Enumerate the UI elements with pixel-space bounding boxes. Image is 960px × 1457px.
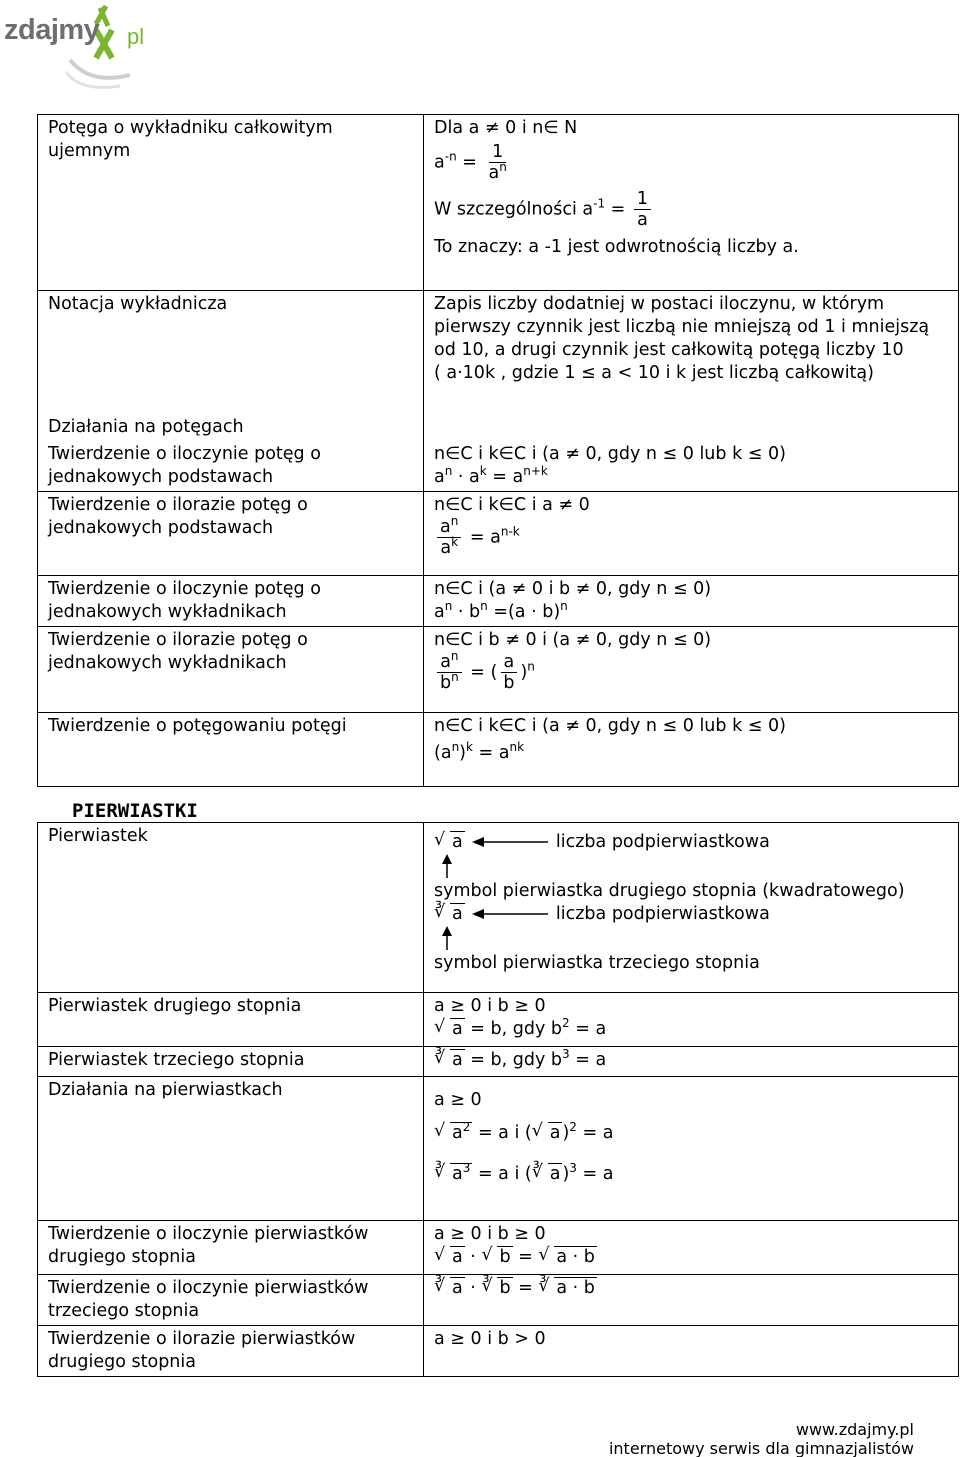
row-content: [424, 1275, 959, 1326]
row-label: Twierdzenie o iloczynie potęg o jednakowych podstawach: [38, 441, 424, 492]
cbrt-cube-identity: ∛ $a^3 = a$ i ( ∛ a )$^3$ = a: [434, 1161, 614, 1184]
sqrt-symbol: √ a: [434, 830, 463, 852]
quotient-formula: $\frac{a^n}{a^k}$ = $a^{n-k}$: [434, 517, 952, 558]
row-content: [424, 626, 959, 712]
condition-line: n∈C i k∈C i (a ≠ 0, gdy n ≤ 0 lub k ≤ 0): [434, 443, 786, 464]
row-content: [424, 575, 959, 626]
table-row: [38, 626, 959, 712]
radicand-label: liczba podpierwiastkowa: [555, 904, 770, 924]
row-content: [424, 1047, 959, 1077]
sqrt-diagram-line: [434, 831, 952, 854]
row-label: Twierdzenie o iloczynie pierwiastków drugiego stopnia: [38, 1221, 424, 1275]
row-content: [424, 441, 959, 492]
table-row: [38, 414, 959, 441]
table-row: [38, 712, 959, 786]
cbrt-symbol: ∛ a: [434, 902, 463, 924]
condition-line: n∈C i k∈C i a ≠ 0: [434, 494, 590, 515]
arrow-left-icon: [470, 907, 550, 921]
arrow-up-icon: [440, 926, 460, 952]
table-row: [38, 1221, 959, 1275]
table-row: [38, 1326, 959, 1377]
row-label: Twierdzenie o potęgowaniu potęgi: [38, 712, 424, 786]
row-label: Pierwiastek: [38, 823, 424, 993]
powers-table: [37, 114, 959, 787]
negative-power-formula: $a^{-n}$ = $\frac{1}{a^n}$: [434, 142, 507, 183]
sqrt-product-formula: √ a · √ b = √ a · b: [434, 1245, 595, 1267]
table-row: [38, 1077, 959, 1221]
cbrt-definition: ∛ a = b, gdy $b^3 = a$: [434, 1047, 607, 1070]
row-content: [424, 115, 959, 291]
row-content: [424, 712, 959, 786]
condition-line: Dla a ≠ 0 i n∈ N: [434, 118, 578, 138]
footer: [609, 1420, 914, 1457]
notation-formula: ( a·10k , gdzie 1 ≤ a < 10 i k jest liczbą całkowitą): [434, 363, 874, 383]
notation-description: Zapis liczby dodatniej w postaci iloczynu, w którym pierwszy czynnik jest liczbą nie mniejszą od 1 i mniejszą od 10, a drugi czynnik jest całkowitą potęgą liczby 10: [434, 294, 930, 360]
row-content: [424, 491, 959, 575]
row-label: Twierdzenie o iloczynie potęg o jednakowych wykładnikach: [38, 575, 424, 626]
footer-url[interactable]: www.zdajmy.pl: [795, 1420, 914, 1439]
row-content: [424, 1221, 959, 1275]
table-row: [38, 491, 959, 575]
quotient-same-exponent-formula: $\frac{a^n}{b^n}$ = ( $\frac{a}{b}$ )$^n$: [434, 652, 952, 693]
cbrt-symbol-label: symbol pierwiastka trzeciego stopnia: [434, 953, 760, 973]
sqrt-definition: √ a = b, gdy $b^2 = a$: [434, 1016, 607, 1039]
footer-tagline: internetowy serwis dla gimnazjalistów: [608, 1439, 914, 1457]
row-label: Potęga o wykładniku całkowitym ujemnym: [38, 115, 424, 291]
table-row: [38, 1047, 959, 1077]
cbrt-diagram-line: [434, 903, 952, 926]
special-case-formula: W szczególności $a^{-1}$ = $\frac{1}{a}$: [434, 189, 952, 230]
condition-line: n∈C i b ≠ 0 i (a ≠ 0, gdy n ≤ 0): [434, 629, 712, 650]
row-content: [424, 1326, 959, 1377]
row-label: Pierwiastek trzeciego stopnia: [38, 1047, 424, 1077]
row-label: Działania na potęgach: [38, 414, 424, 441]
cbrt-product-formula: ∛ a · ∛ b = ∛ a · b: [434, 1276, 595, 1298]
condition-line: a ≥ 0 i b ≥ 0: [434, 1224, 546, 1244]
table-row: [38, 575, 959, 626]
sqrt-square-identity: √ $a^2 = a$ i ( √ a )$^2$ = a: [434, 1120, 614, 1143]
product-same-exponent-formula: $a^n \cdot b^n =(a \cdot b)^n$: [434, 598, 568, 622]
row-label: Twierdzenie o iloczynie pierwiastków trzeciego stopnia: [38, 1275, 424, 1326]
row-label: Twierdzenie o ilorazie potęg o jednakowych wykładnikach: [38, 626, 424, 712]
table-row: [38, 291, 959, 414]
row-content: [424, 993, 959, 1047]
row-label: Twierdzenie o ilorazie potęg o jednakowych podstawach: [38, 491, 424, 575]
row-content: [424, 414, 959, 441]
table-row: [38, 1275, 959, 1326]
table-row: [38, 115, 959, 291]
row-label: Notacja wykładnicza: [38, 291, 424, 414]
row-content: [424, 1077, 959, 1221]
row-content: [424, 291, 959, 414]
power-of-power-formula: $(a^n)^k = a^{nk}$: [434, 739, 525, 763]
arrow-left-icon: [470, 835, 550, 849]
table-row: [38, 993, 959, 1047]
condition-line: a ≥ 0: [434, 1090, 482, 1110]
condition-line: n∈C i (a ≠ 0 i b ≠ 0, gdy n ≤ 0): [434, 578, 712, 599]
meaning-line: To znaczy: a -1 jest odwrotnością liczby a.: [434, 237, 799, 257]
condition-line: a ≥ 0 i b ≥ 0: [434, 996, 546, 1016]
roots-section-title: PIERWIASTKI: [72, 800, 198, 822]
sqrt-symbol-label: symbol pierwiastka drugiego stopnia (kwadratowego): [434, 881, 905, 901]
site-logo: [0, 0, 160, 95]
row-label: Twierdzenie o ilorazie pierwiastków drugiego stopnia: [38, 1326, 424, 1377]
row-content: [424, 823, 959, 993]
product-formula: $a^n \cdot a^k = a^{n+k}$: [434, 463, 548, 487]
condition-line: a ≥ 0 i b > 0: [434, 1329, 546, 1349]
table-row: [38, 823, 959, 993]
radicand-label: liczba podpierwiastkowa: [555, 832, 770, 852]
condition-line: n∈C i k∈C i (a ≠ 0, gdy n ≤ 0 lub k ≤ 0): [434, 715, 786, 736]
logo-suffix: pl: [127, 24, 145, 49]
roots-table: [37, 822, 959, 1377]
table-row: [38, 441, 959, 492]
logo-brand: zdajmy: [4, 14, 100, 46]
row-label: Działania na pierwiastkach: [38, 1077, 424, 1221]
row-label: Pierwiastek drugiego stopnia: [38, 993, 424, 1047]
arrow-up-icon: [440, 854, 460, 880]
